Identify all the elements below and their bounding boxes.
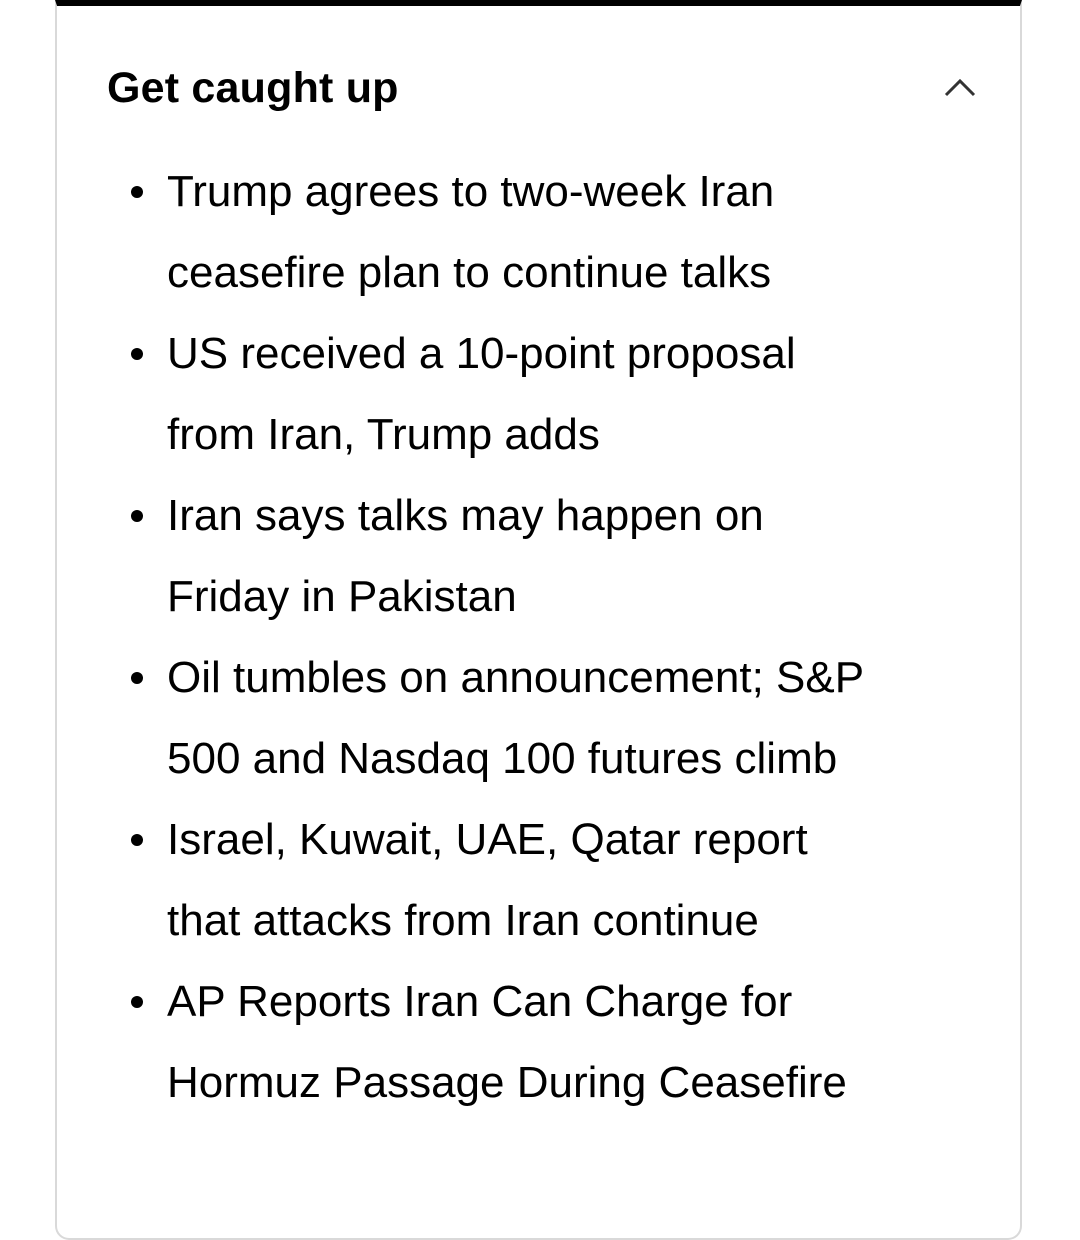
list-item-line: Oil tumbles on announcement; S&P <box>167 653 865 702</box>
list-item[interactable] <box>131 961 961 1123</box>
bullet <box>131 510 143 522</box>
bullet <box>131 834 143 846</box>
bullet <box>131 672 143 684</box>
list-item-line: from Iran, Trump adds <box>167 410 600 459</box>
list-item-line: US received a 10-point proposal <box>167 329 796 378</box>
list-item[interactable] <box>131 799 961 961</box>
panel-header[interactable] <box>107 58 980 118</box>
list-item-line: Trump agrees to two-week Iran <box>167 167 775 216</box>
summary-list <box>131 151 961 1123</box>
list-item[interactable] <box>131 475 961 637</box>
bullet <box>131 996 143 1008</box>
list-item-line: ceasefire plan to continue talks <box>167 248 772 297</box>
list-item-line: 500 and Nasdaq 100 futures climb <box>167 734 838 783</box>
bullet <box>131 186 143 198</box>
list-item[interactable] <box>131 637 961 799</box>
panel-title: Get caught up <box>107 64 399 112</box>
list-item-line: Hormuz Passage During Ceasefire <box>167 1058 847 1107</box>
get-caught-up-panel <box>55 0 1022 1240</box>
list-item-line: Friday in Pakistan <box>167 572 517 621</box>
list-item[interactable] <box>131 313 961 475</box>
chevron-up-icon[interactable] <box>940 68 980 108</box>
list-item-line: Iran says talks may happen on <box>167 491 764 540</box>
list-item[interactable] <box>131 151 961 313</box>
bullet <box>131 348 143 360</box>
list-item-line: Israel, Kuwait, UAE, Qatar report <box>167 815 808 864</box>
list-item-line: that attacks from Iran continue <box>167 896 759 945</box>
list-item-line: AP Reports Iran Can Charge for <box>167 977 793 1026</box>
